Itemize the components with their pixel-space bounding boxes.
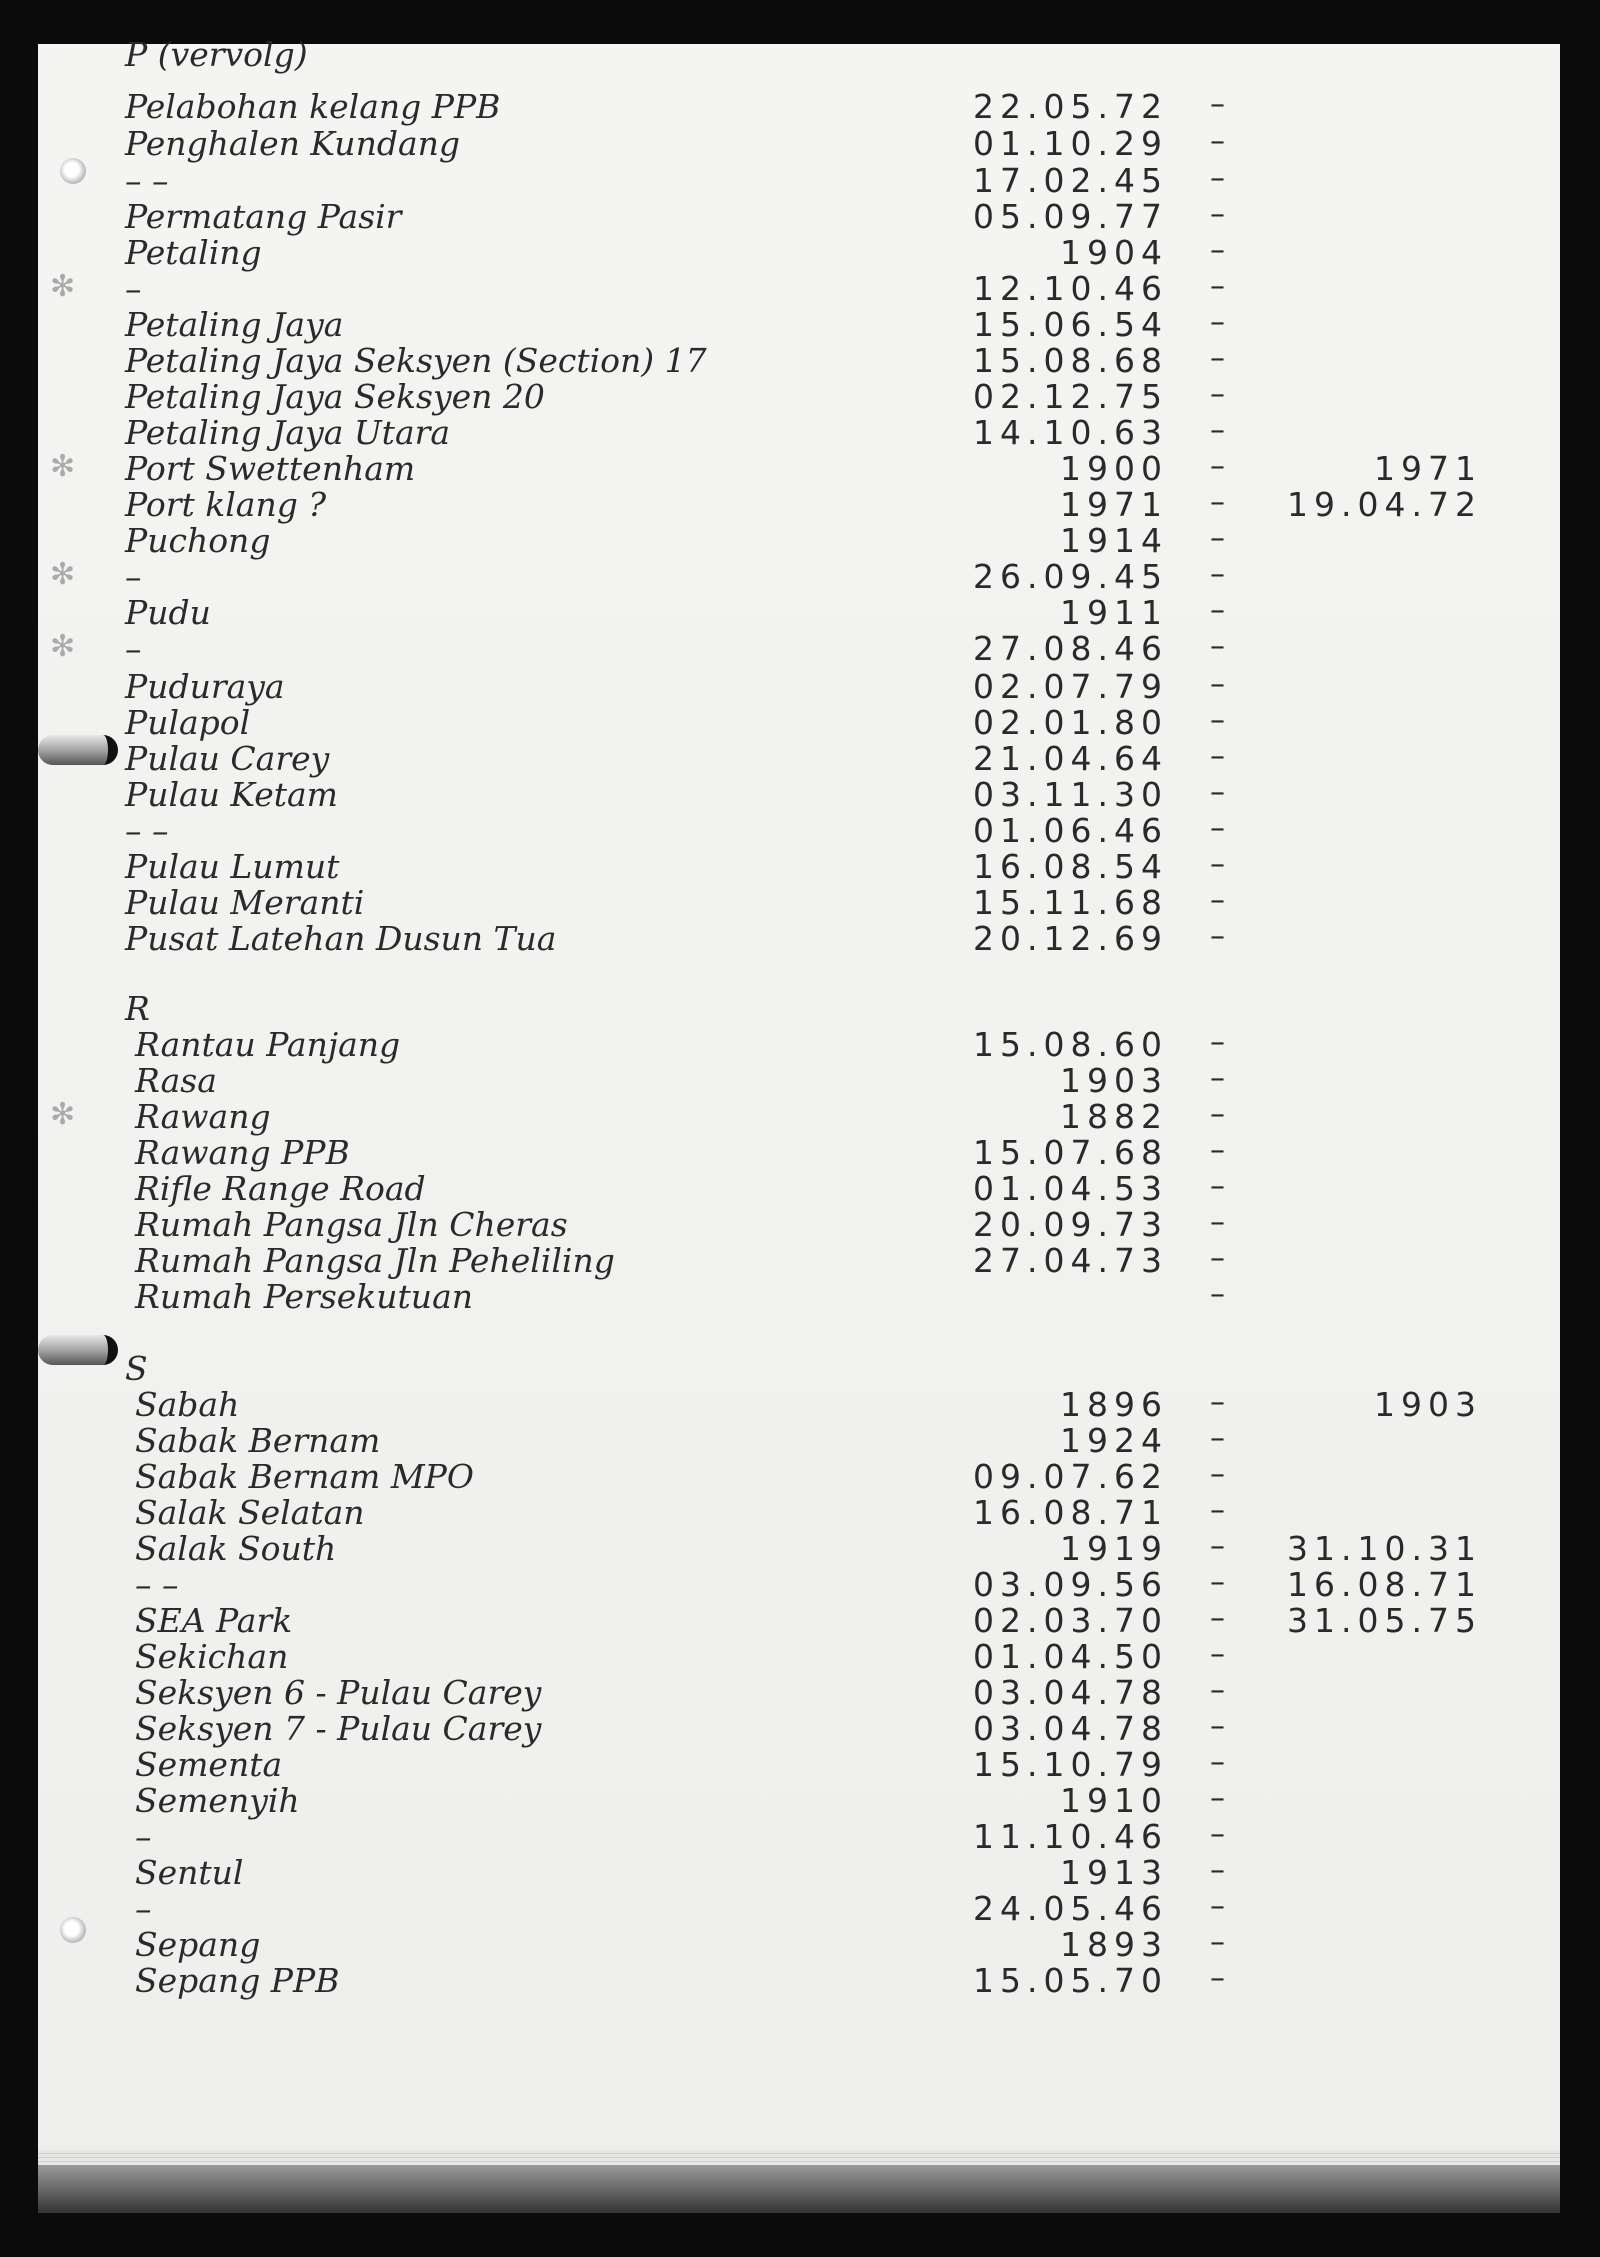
date-dash: –	[1210, 1853, 1225, 1888]
location-name: Sabah	[135, 1385, 240, 1424]
start-date: 01.06.46	[973, 811, 1168, 850]
location-name: Rumah Pangsa Jln Peheliling	[135, 1241, 615, 1280]
date-dash: –	[1210, 1493, 1225, 1528]
section-heading: P (vervolg)	[125, 35, 308, 74]
start-date: 1971	[1060, 485, 1168, 524]
location-name: Pulau Meranti	[125, 883, 365, 922]
date-dash: –	[1210, 233, 1225, 268]
asterisk-mark: ✻	[50, 629, 76, 664]
start-date: 22.05.72	[973, 87, 1168, 126]
start-date: 01.04.50	[973, 1637, 1168, 1676]
start-date: 16.08.71	[973, 1493, 1168, 1532]
start-date: 1896	[1060, 1385, 1168, 1424]
location-name: –	[125, 269, 142, 308]
start-date: 16.08.54	[973, 847, 1168, 886]
date-dash: –	[1210, 1529, 1225, 1564]
start-date: 1919	[1060, 1529, 1168, 1568]
start-date: 1903	[1060, 1061, 1168, 1100]
start-date: 15.06.54	[973, 305, 1168, 344]
date-dash: –	[1210, 1457, 1225, 1492]
start-date: 1924	[1060, 1421, 1168, 1460]
location-name: Petaling Jaya Seksyen (Section) 17	[125, 341, 707, 380]
location-name: Pusat Latehan Dusun Tua	[125, 919, 557, 958]
start-date: 15.11.68	[973, 883, 1168, 922]
start-date: 26.09.45	[973, 557, 1168, 596]
start-date: 1882	[1060, 1097, 1168, 1136]
location-name: Sekichan	[135, 1637, 289, 1676]
start-date: 15.08.60	[973, 1025, 1168, 1064]
start-date: 1914	[1060, 521, 1168, 560]
date-dash: –	[1210, 667, 1225, 702]
date-dash: –	[1210, 557, 1225, 592]
date-dash: –	[1210, 197, 1225, 232]
end-date: 1971	[1374, 449, 1482, 488]
location-name: –	[135, 1817, 152, 1856]
asterisk-mark: ✻	[50, 269, 76, 304]
start-date: 1913	[1060, 1853, 1168, 1892]
location-name: Sepang	[135, 1925, 261, 1964]
location-name: Semenyih	[135, 1781, 300, 1820]
start-date: 03.04.78	[973, 1709, 1168, 1748]
date-dash: –	[1210, 775, 1225, 810]
date-dash: –	[1210, 1421, 1225, 1456]
location-name: Rantau Panjang	[135, 1025, 401, 1064]
location-name: Sementa	[135, 1745, 283, 1784]
end-date: 16.08.71	[1287, 1565, 1482, 1604]
location-name: Rasa	[135, 1061, 217, 1100]
location-name: Permatang Pasir	[125, 197, 402, 236]
location-name: Pulapol	[125, 703, 251, 742]
date-dash: –	[1210, 1205, 1225, 1240]
date-dash: –	[1210, 521, 1225, 556]
location-name: Puchong	[125, 521, 271, 560]
date-dash: –	[1210, 1133, 1225, 1168]
date-dash: –	[1210, 269, 1225, 304]
start-date: 03.09.56	[973, 1565, 1168, 1604]
asterisk-mark: ✻	[50, 449, 76, 484]
location-name: Pudu	[125, 593, 211, 632]
start-date: 03.04.78	[973, 1673, 1168, 1712]
date-dash: –	[1210, 1277, 1225, 1312]
location-name: Sentul	[135, 1853, 244, 1892]
date-dash: –	[1210, 593, 1225, 628]
date-dash: –	[1210, 1925, 1225, 1960]
location-name: –	[135, 1889, 152, 1928]
section-heading: S	[125, 1349, 148, 1388]
location-name: Rumah Persekutuan	[135, 1277, 473, 1316]
start-date: 27.08.46	[973, 629, 1168, 668]
location-name: Puduraya	[125, 667, 285, 706]
date-dash: –	[1210, 1637, 1225, 1672]
start-date: 12.10.46	[973, 269, 1168, 308]
location-name: Seksyen 7 - Pulau Carey	[135, 1709, 542, 1748]
date-dash: –	[1210, 413, 1225, 448]
end-date: 19.04.72	[1287, 485, 1482, 524]
start-date: 1893	[1060, 1925, 1168, 1964]
start-date: 09.07.62	[973, 1457, 1168, 1496]
location-name: Petaling Jaya Seksyen 20	[125, 377, 545, 416]
location-name: Petaling	[125, 233, 262, 272]
date-dash: –	[1210, 847, 1225, 882]
start-date: 1900	[1060, 449, 1168, 488]
end-date: 31.10.31	[1287, 1529, 1482, 1568]
start-date: 02.03.70	[973, 1601, 1168, 1640]
start-date: 01.04.53	[973, 1169, 1168, 1208]
start-date: 1911	[1060, 593, 1168, 632]
location-name: Pulau Carey	[125, 739, 330, 778]
location-name: –	[125, 557, 142, 596]
asterisk-mark: ✻	[50, 1097, 76, 1132]
start-date: 24.05.46	[973, 1889, 1168, 1928]
location-name: SEA Park	[135, 1601, 293, 1640]
date-dash: –	[1210, 341, 1225, 376]
date-dash: –	[1210, 1601, 1225, 1636]
end-date: 1903	[1374, 1385, 1482, 1424]
date-dash: –	[1210, 1565, 1225, 1600]
start-date: 17.02.45	[973, 161, 1168, 200]
start-date: 20.12.69	[973, 919, 1168, 958]
section-heading: R	[125, 989, 150, 1028]
start-date: 05.09.77	[973, 197, 1168, 236]
end-date: 31.05.75	[1287, 1601, 1482, 1640]
location-name: Seksyen 6 - Pulau Carey	[135, 1673, 542, 1712]
location-name: Petaling Jaya	[125, 305, 344, 344]
start-date: 27.04.73	[973, 1241, 1168, 1280]
date-dash: –	[1210, 1961, 1225, 1996]
start-date: 15.08.68	[973, 341, 1168, 380]
date-dash: –	[1210, 811, 1225, 846]
start-date: 02.07.79	[973, 667, 1168, 706]
location-name: Salak Selatan	[135, 1493, 365, 1532]
location-name: – –	[125, 161, 169, 200]
date-dash: –	[1210, 883, 1225, 918]
start-date: 20.09.73	[973, 1205, 1168, 1244]
location-name: Sepang PPB	[135, 1961, 340, 2000]
date-dash: –	[1210, 703, 1225, 738]
date-dash: –	[1210, 1241, 1225, 1276]
date-dash: –	[1210, 377, 1225, 412]
date-dash: –	[1210, 87, 1225, 122]
date-dash: –	[1210, 485, 1225, 520]
date-dash: –	[1210, 739, 1225, 774]
start-date: 1904	[1060, 233, 1168, 272]
date-dash: –	[1210, 449, 1225, 484]
start-date: 14.10.63	[973, 413, 1168, 452]
location-name: Pelabohan kelang PPB	[125, 87, 501, 126]
location-name: Pulau Lumut	[125, 847, 340, 886]
date-dash: –	[1210, 1025, 1225, 1060]
location-name: Penghalen Kundang	[125, 124, 460, 163]
start-date: 15.05.70	[973, 1961, 1168, 2000]
date-dash: –	[1210, 161, 1225, 196]
date-dash: –	[1210, 1097, 1225, 1132]
date-dash: –	[1210, 1385, 1225, 1420]
asterisk-mark: ✻	[50, 557, 76, 592]
date-dash: –	[1210, 124, 1225, 159]
date-dash: –	[1210, 1673, 1225, 1708]
location-name: Pulau Ketam	[125, 775, 338, 814]
date-dash: –	[1210, 1169, 1225, 1204]
start-date: 02.01.80	[973, 703, 1168, 742]
date-dash: –	[1210, 1889, 1225, 1924]
date-dash: –	[1210, 1061, 1225, 1096]
location-name: Port klang ?	[125, 485, 327, 524]
start-date: 03.11.30	[973, 775, 1168, 814]
location-name: Rawang	[135, 1097, 271, 1136]
location-name: –	[125, 629, 142, 668]
location-name: Rawang PPB	[135, 1133, 350, 1172]
date-dash: –	[1210, 919, 1225, 954]
start-date: 02.12.75	[973, 377, 1168, 416]
location-name: Rifle Range Road	[135, 1169, 426, 1208]
date-dash: –	[1210, 1745, 1225, 1780]
location-name: Port Swettenham	[125, 449, 416, 488]
date-dash: –	[1210, 629, 1225, 664]
location-name: Petaling Jaya Utara	[125, 413, 451, 452]
location-name: Sabak Bernam MPO	[135, 1457, 474, 1496]
location-name: Rumah Pangsa Jln Cheras	[135, 1205, 568, 1244]
location-name: – –	[125, 811, 169, 850]
start-date: 15.10.79	[973, 1745, 1168, 1784]
location-name: Salak South	[135, 1529, 337, 1568]
date-dash: –	[1210, 1781, 1225, 1816]
location-name: – –	[135, 1565, 179, 1604]
start-date: 21.04.64	[973, 739, 1168, 778]
date-dash: –	[1210, 1709, 1225, 1744]
date-dash: –	[1210, 305, 1225, 340]
start-date: 11.10.46	[973, 1817, 1168, 1856]
start-date: 01.10.29	[973, 124, 1168, 163]
start-date: 1910	[1060, 1781, 1168, 1820]
start-date: 15.07.68	[973, 1133, 1168, 1172]
location-name: Sabak Bernam	[135, 1421, 381, 1460]
date-dash: –	[1210, 1817, 1225, 1852]
